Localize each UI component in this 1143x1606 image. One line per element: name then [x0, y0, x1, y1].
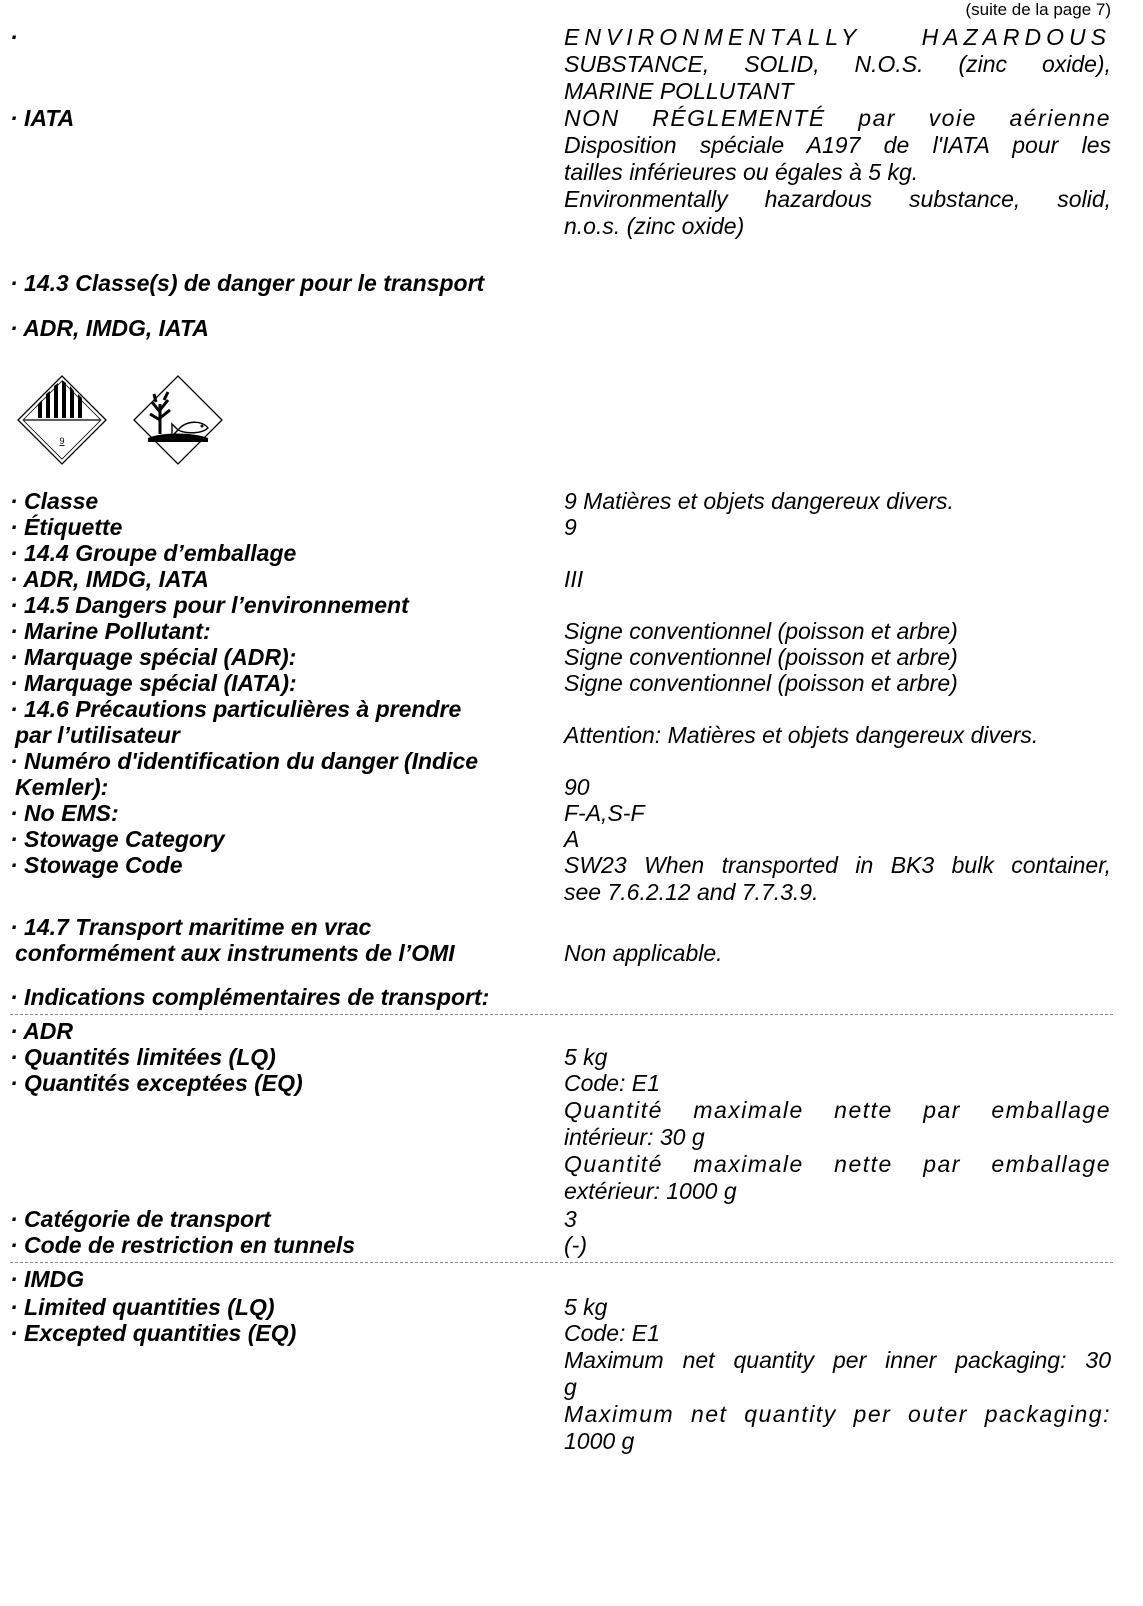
row-label: · IATA — [10, 105, 75, 131]
continuation-note: (suite de la page 7) — [965, 0, 1111, 19]
pictogram-svg — [16, 374, 246, 466]
environment-hazard-icon — [134, 376, 222, 464]
section-divider — [10, 1262, 1113, 1263]
row-value: ENVIRONMENTALLY HAZARDOUS SUBSTANCE, SOLID, N.O.S. (zinc oxide), MARINE POLLUTANT — [564, 24, 1111, 104]
class9-number: 9 — [59, 436, 65, 446]
class-9-misc-hazard-icon — [18, 376, 106, 464]
hazard-pictograms — [16, 374, 246, 471]
sds-page: (suite de la page 7) · ENVIRONMENTALLY HAZARDOUS SUBSTANCE, SOLID, N.O.S. (zinc oxide), MARINE POLLUTANT · IATA NON RÉGLEMENTÉ par voie aérienne Disposition spéciale A197 de l'IATA pour les tailles inférieures ou égales à 5 kg. Environmentally hazardous substance, solid, n.o.s. (zinc oxide) · 14.3 Classe(s) de danger pour le transport · ADR, IMDG, IATA 9 · Classe 9 Matières et objets dangereux divers. · Étiquette 9 · 14.4 Groupe d’emballage · ADR, IMDG, IATA III · 14.5 Dangers pour l’environnement · Marine Pollutant: Signe conventionnel (poisson et arbre) · Marquage spécial (ADR): Signe conventionnel (poisson et arbre) · Marquage spécial (IATA): Signe conventionnel (poisson et arbre) · 14.6 Précautions particulières à prendre par l’utilisateur Attention: Matières et objets dangereux divers. · Numéro d'identification du danger (Indice Kemler): 90 · No EMS: F-A,S-F · Stowage Category A · Stowage Code SW23 When transported in BK3 bulk container, see 7.6.2.12 and 7.7.3.9. · 14.7 Transport maritime en vrac conformément aux instruments de l’OMI Non applicable. · Indications complémentaires de transport: · ADR · Quantités limitées (LQ) 5 kg · Quantités exceptées (EQ) Code: E1 Quantité maximale nette par emballage intérieur: 30 g Quantité maximale nette par emballage extérieur: 1000 g · Catégorie de transport 3 · Code de restriction en tunnels (-) · IMDG · Limited quantities (LQ) 5 kg · Excepted quantities (EQ) Code: E1 Maximum net quantity per inner packaging: 30 g Maximum net quantity per outer packaging: 1000 g — [10, 0, 1111, 1454]
row-value: NON RÉGLEMENTÉ par voie aérienne Disposition spéciale A197 de l'IATA pour les tailles inférieures ou égales à 5 kg. Environmentally hazardous substance, solid, n.o.s. (zinc oxide) — [564, 105, 1111, 239]
row-label: · — [10, 24, 18, 50]
section-divider — [10, 1014, 1113, 1015]
